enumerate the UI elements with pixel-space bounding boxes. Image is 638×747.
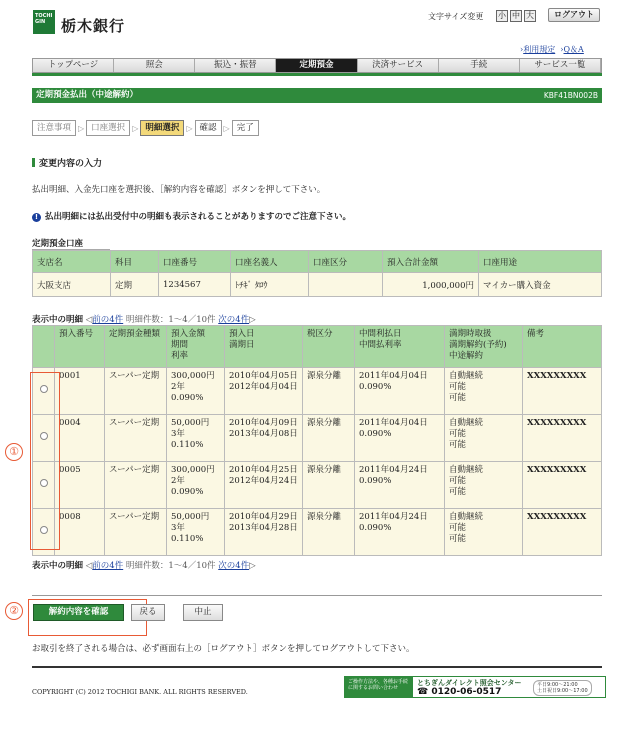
detail-count: 明細件数：1～4／10件	[125, 561, 216, 571]
step-notes: 注意事項	[32, 120, 76, 136]
nav-transfer[interactable]: 振込・振替	[195, 59, 276, 72]
detail-row	[33, 462, 602, 509]
detail-cell-amount: 50,000円 3年 0.110%	[167, 415, 225, 462]
detail-header: 満期時取扱 満期解約(予約) 中途解約	[445, 326, 523, 368]
prev-page-link[interactable]: 前の4件	[92, 315, 124, 325]
detail-cell-dates: 2010年04月25日 2012年04月24日	[225, 462, 303, 509]
top-links: ›利用規定 ›Q＆A	[520, 45, 584, 54]
cancel-button[interactable]: 中止	[183, 604, 223, 621]
detail-cell-handling: 自動継続 可能 可能	[445, 462, 523, 509]
detail-cell-type: スーパー定期	[105, 415, 167, 462]
account-cell: ﾄﾁｷﾞ ﾀﾛｳ	[231, 273, 309, 297]
detail-header	[33, 326, 55, 368]
detail-table	[32, 325, 602, 556]
instruction-text: 払出明細、入金先口座を選択後、［解約内容を確認］ボタンを押して下さい。	[32, 185, 326, 195]
section-heading-text: 変更内容の入力	[39, 159, 103, 169]
contact-center-banner[interactable]	[344, 676, 606, 698]
detail-header: 預入番号	[55, 326, 105, 368]
detail-row	[33, 368, 602, 415]
banner-phone-number: 0120-06-0517	[431, 687, 502, 697]
detail-cell-tax: 源泉分離	[303, 462, 355, 509]
bank-name: 栃木銀行	[61, 17, 126, 35]
next-arrow-icon: ▷	[249, 315, 256, 325]
prev-page-link[interactable]: 前の4件	[92, 561, 124, 571]
info-icon: !	[32, 213, 41, 222]
nav-procedures[interactable]: 手続	[439, 59, 520, 72]
detail-header: 中間利払日 中間払利率	[355, 326, 445, 368]
account-header: 科目	[111, 251, 159, 273]
step-detail-select: 明細選択	[140, 120, 184, 136]
divider	[32, 595, 602, 596]
terms-link[interactable]: 利用規定	[523, 45, 556, 54]
main-nav	[32, 58, 602, 73]
account-table	[32, 250, 602, 297]
detail-cell-tax: 源泉分離	[303, 415, 355, 462]
step-arrow-icon: ▷	[223, 123, 230, 133]
account-cell: 定期	[111, 273, 159, 297]
detail-cell-interim: 2011年04月04日 0.090%	[355, 415, 445, 462]
confirm-cancellation-button[interactable]: 解約内容を確認	[33, 604, 124, 621]
account-cell: マイカー購入資金	[479, 273, 602, 297]
detail-cell-type: スーパー定期	[105, 368, 167, 415]
heading-bar-icon	[32, 158, 35, 167]
copyright: COPYRIGHT (C) 2012 TOCHIGI BANK. ALL RIGHTS RESERVED.	[32, 688, 248, 696]
logout-button[interactable]: ログアウト	[548, 8, 600, 22]
detail-count: 明細件数：1～4／10件	[125, 315, 216, 325]
nav-underline	[32, 73, 602, 76]
detail-cell-interim: 2011年04月24日 0.090%	[355, 509, 445, 556]
account-cell	[309, 273, 383, 297]
footer-divider	[32, 666, 602, 668]
account-header: 支店名	[33, 251, 111, 273]
detail-pager-top	[32, 313, 256, 325]
font-size-small-button[interactable]: 小	[498, 11, 506, 20]
nav-service-list[interactable]: サービス一覧	[520, 59, 601, 72]
step-arrow-icon: ▷	[186, 123, 193, 133]
step-complete: 完了	[232, 120, 259, 136]
detail-cell-type: スーパー定期	[105, 462, 167, 509]
font-size-medium-button[interactable]: 中	[512, 11, 520, 20]
notice	[32, 210, 351, 222]
detail-header: 備考	[523, 326, 602, 368]
account-cell: 1234567	[159, 273, 231, 297]
detail-cell-no: 0008	[55, 509, 105, 556]
detail-header: 預入金額 期間 利率	[167, 326, 225, 368]
detail-cell-note: XXXXXXXXX	[523, 368, 602, 415]
detail-cell-no: 0004	[55, 415, 105, 462]
nav-top[interactable]: トップページ	[33, 59, 114, 72]
detail-row	[33, 415, 602, 462]
prev-arrow-icon: ◁	[85, 315, 93, 325]
detail-cell-dates: 2010年04月09日 2013年04月08日	[225, 415, 303, 462]
phone-icon: ☎	[417, 687, 432, 697]
step-arrow-icon: ▷	[78, 123, 85, 133]
font-size-label: 文字サイズ変更	[428, 12, 484, 21]
font-size-large-button[interactable]: 大	[526, 11, 534, 20]
detail-cell-note: XXXXXXXXX	[523, 509, 602, 556]
detail-header: 税区分	[303, 326, 355, 368]
step-arrow-icon: ▷	[132, 123, 139, 133]
account-cell: 大阪支店	[33, 273, 111, 297]
detail-cell-interim: 2011年04月04日 0.090%	[355, 368, 445, 415]
banner-title: とちぎんダイレクト照会センター	[417, 679, 522, 687]
next-page-link[interactable]: 次の4件	[218, 315, 250, 325]
detail-cell-no: 0001	[55, 368, 105, 415]
account-header: 口座用途	[479, 251, 602, 273]
faq-link[interactable]: Q＆A	[563, 45, 584, 54]
detail-cell-interim: 2011年04月24日 0.090%	[355, 462, 445, 509]
annotation-box-1	[30, 372, 60, 550]
annotation-marker-1: ①	[5, 443, 23, 461]
next-arrow-icon: ▷	[249, 561, 256, 571]
screen-code: KBF41BN002B	[543, 91, 598, 100]
banner-phone	[417, 687, 501, 697]
page-title: 定期預金払出（中途解約）	[32, 88, 602, 103]
nav-payment-services[interactable]: 決済サービス	[358, 59, 439, 72]
account-table-title: 定期預金口座	[32, 237, 110, 250]
account-header: 口座区分	[309, 251, 383, 273]
account-cell: 1,000,000円	[383, 273, 479, 297]
logout-note: お取引を終了される場合は、必ず画面右上の［ログアウト］ボタンを押してログアウトして下さい。	[32, 644, 415, 654]
step-confirm: 確認	[195, 120, 222, 136]
detail-cell-amount: 300,000円 2年 0.090%	[167, 368, 225, 415]
detail-cell-handling: 自動継続 可能 可能	[445, 415, 523, 462]
detail-cell-amount: 50,000円 3年 0.110%	[167, 509, 225, 556]
detail-row	[33, 509, 602, 556]
account-header: 口座名義人	[231, 251, 309, 273]
bank-logo-mark: TOCHI GIN	[33, 10, 55, 34]
detail-label: 表示中の明細	[32, 315, 84, 325]
account-header: 預入合計金額	[383, 251, 479, 273]
annotation-marker-2: ②	[5, 602, 23, 620]
detail-cell-type: スーパー定期	[105, 509, 167, 556]
banner-hours: 平日9:00～21:00 土日祝日9:00～17:00	[533, 680, 592, 696]
detail-header: 預入日 満期日	[225, 326, 303, 368]
detail-cell-dates: 2010年04月29日 2013年04月28日	[225, 509, 303, 556]
nav-inquiry[interactable]: 照会	[114, 59, 195, 72]
banner-caption: ご操作方法や、各種お手続に関するお問い合わせ	[345, 677, 413, 697]
next-page-link[interactable]: 次の4件	[218, 561, 250, 571]
detail-cell-amount: 300,000円 2年 0.090%	[167, 462, 225, 509]
back-button[interactable]: 戻る	[131, 604, 165, 621]
account-header: 口座番号	[159, 251, 231, 273]
detail-label: 表示中の明細	[32, 561, 84, 571]
section-heading	[32, 156, 102, 169]
detail-cell-handling: 自動継続 可能 可能	[445, 509, 523, 556]
nav-time-deposit[interactable]: 定期預金	[276, 59, 357, 72]
progress-steps	[32, 120, 261, 136]
detail-cell-note: XXXXXXXXX	[523, 415, 602, 462]
detail-cell-no: 0005	[55, 462, 105, 509]
detail-cell-dates: 2010年04月05日 2012年04月04日	[225, 368, 303, 415]
detail-pager-bottom	[32, 559, 256, 571]
prev-arrow-icon: ◁	[85, 561, 93, 571]
notice-text: 払出明細には払出受付中の明細も表示されることがありますのでご注意下さい。	[45, 212, 352, 222]
step-account-select: 口座選択	[86, 120, 130, 136]
detail-cell-note: XXXXXXXXX	[523, 462, 602, 509]
detail-cell-tax: 源泉分離	[303, 509, 355, 556]
detail-cell-tax: 源泉分離	[303, 368, 355, 415]
detail-header: 定期預金種類	[105, 326, 167, 368]
detail-cell-handling: 自動継続 可能 可能	[445, 368, 523, 415]
